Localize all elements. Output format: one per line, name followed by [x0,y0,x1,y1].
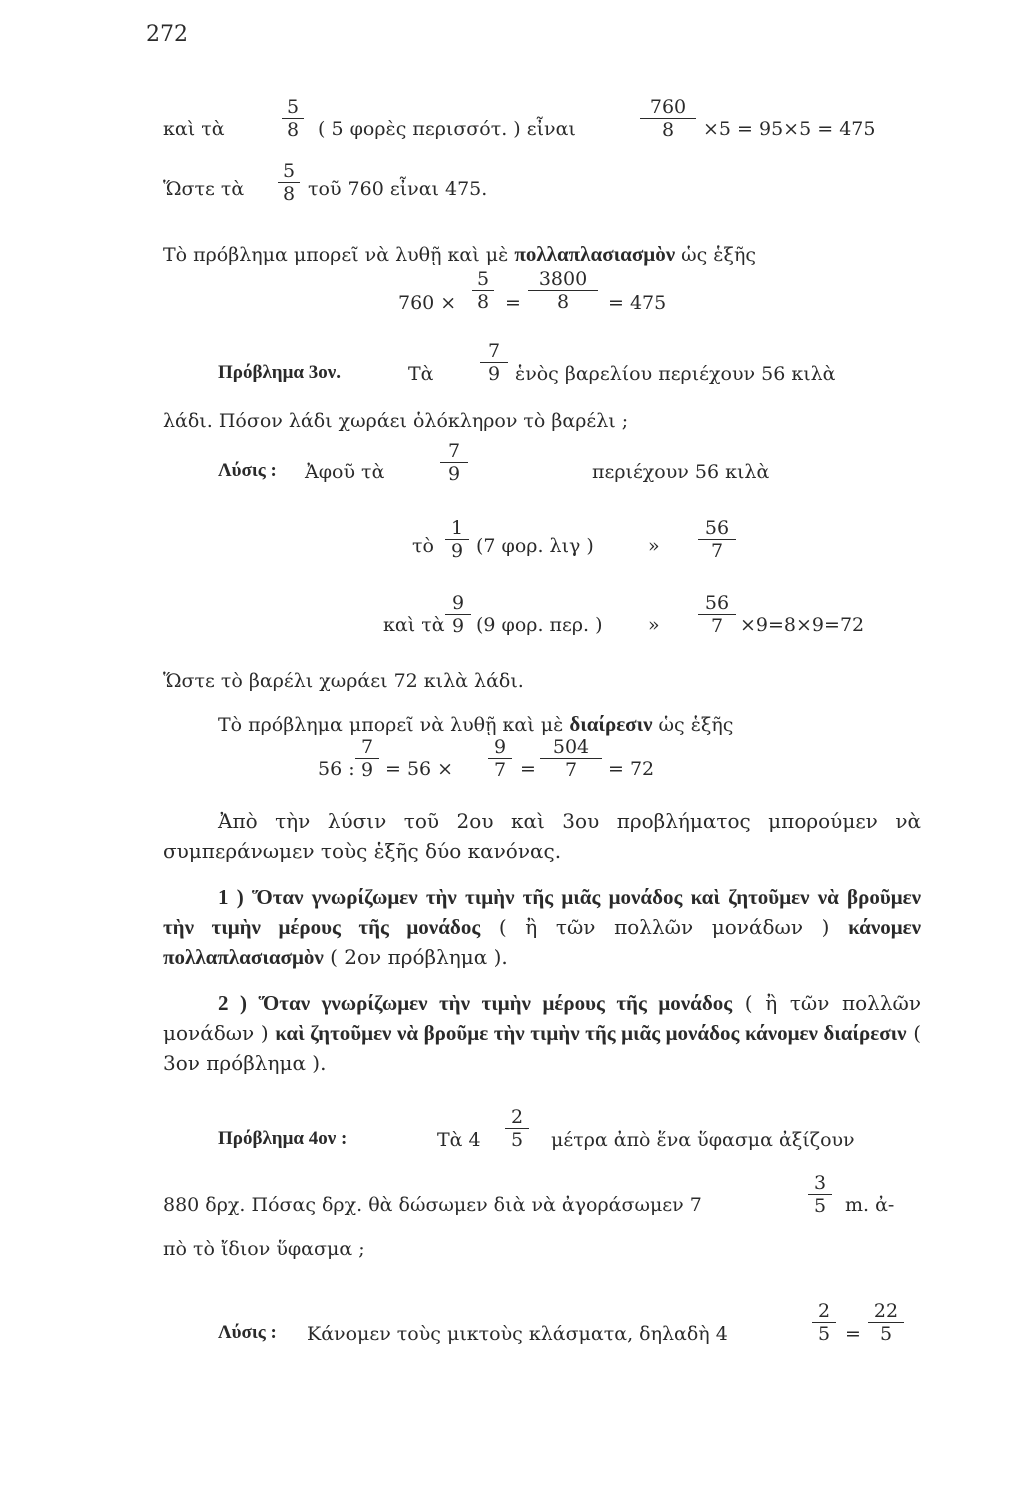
fraction [355,736,379,781]
denominator: 8 [556,291,570,313]
alt-tail: ὡς ἑξῆς [658,714,734,736]
numerator: 7 [480,340,508,363]
problem-3-text: ἑνὸς βαρελίου περιέχουν 56 κιλὰ [515,363,836,385]
rule-2-action: καὶ ζητοῦμεν νὰ βροῦμε τὴν τιμὴν τῆς μιᾶς μονάδος κάνομεν διαίρεσιν [275,1021,907,1045]
numerator: 56 [698,592,736,615]
denominator: 7 [493,759,507,781]
numerator: 3800 [528,268,598,291]
denominator: 5 [813,1195,827,1217]
fraction [698,517,736,562]
line-3-tail: ὡς ἑξῆς [681,244,756,266]
numerator: 5 [282,96,304,119]
solution-3-alt [218,712,733,737]
rule-1 [163,882,921,972]
solution-3c-paren: (9 φορ. περ. ) [476,614,603,636]
fraction [472,268,494,313]
denominator: 8 [476,291,490,313]
problem-4-text: μέτρα ἀπὸ ἕνα ὕφασμα ἀξίζουν [551,1129,855,1151]
equation-a: 56 : [318,758,355,780]
denominator: 9 [450,540,464,562]
numerator: 760 [640,96,696,119]
denominator: 8 [286,119,300,141]
denominator: 8 [282,183,296,205]
equation-result: = 475 [608,292,667,314]
rules-intro: Ἀπὸ τὴν λύσιν τοῦ 2ου καὶ 3ου προβλήματος μπορούμεν νὰ συμπεράνωμεν τοὺς ἑξῆς δύο κανόνας. [163,809,921,863]
numerator: 5 [278,160,300,183]
denominator: 7 [710,615,724,637]
line-2-tail: τοῦ 760 εἶναι 475. [308,178,488,200]
numerator: 7 [440,440,468,463]
equation-a: 760 × [398,292,457,314]
numerator: 22 [868,1300,904,1323]
fraction [445,592,471,637]
fraction [480,340,508,385]
ditto-mark: » [648,614,660,636]
solution-label: Λύσις : [218,1322,277,1343]
numerator: 1 [445,517,469,540]
problem-4-line-2-tail: m. ἀ- [845,1194,895,1216]
equation-b: = 56 × [385,758,454,780]
solution-3b-pre: τὸ [412,535,434,557]
fraction [540,736,602,781]
numerator: 9 [488,736,512,759]
page-number: 272 [146,22,188,47]
rule-1-paren: ( ἢ τῶν πολλῶν μονάδων ) [498,915,830,939]
fraction [440,440,468,485]
rule-2 [163,988,921,1078]
denominator: 8 [661,119,675,141]
equals: = [845,1323,861,1345]
solution-3-text: περιέχουν 56 κιλὰ [592,461,770,483]
problem-4-line-3: πὸ τὸ ἴδιον ὕφασμα ; [163,1238,365,1260]
denominator: 5 [510,1129,524,1151]
fraction [868,1300,904,1345]
denominator: 7 [710,540,724,562]
fraction [808,1172,832,1217]
numerator: 5 [472,268,494,291]
denominator: 5 [817,1323,831,1345]
solution-3c-pre: καὶ τὰ [383,614,445,636]
fraction [812,1300,836,1345]
line-1-prefix: καὶ τὰ [163,118,225,140]
fraction [528,268,598,313]
line-3-text: Τὸ πρόβλημα μπορεῖ νὰ λυθῇ καὶ μὲ [163,244,509,266]
line-1-paren: ( 5 φορὲς περισσότ. ) εἶναι [318,118,576,140]
rule-1-action: κάνομεν πολλαπλασιασμὸν [163,915,922,969]
equation-result: = 72 [608,758,655,780]
denominator: 9 [451,615,465,637]
fraction [640,96,696,141]
rule-1-ref: ( 2ον πρόβλημα ). [330,945,508,969]
bold-term: διαίρεσιν [569,712,653,736]
rule-1-bold: 1 ) Ὅταν γνωρίζωμεν τὴν τιμὴν τῆς μιᾶς μονάδος καὶ ζητοῦμεν νὰ βροῦμεν τὴν τιμὴν μέρους τῆς μονάδος [163,885,921,939]
rule-2-ref: ( 3ον πρόβλημα ). [163,1021,922,1075]
solution-3c-tail: ×9=8×9=72 [740,614,865,636]
numerator: 2 [812,1300,836,1323]
fraction [505,1106,529,1151]
rule-2-bold: 2 ) Ὅταν γνωρίζωμεν τὴν τιμὴν μέρους τῆς μονάδος [218,991,733,1015]
problem-3-title: Πρόβλημα 3ον. [218,362,341,383]
solution-4-text: Κάνομεν τοὺς μικτοὺς κλάσματα, δηλαδὴ 4 [307,1323,728,1345]
numerator: 7 [355,736,379,759]
denominator: 9 [360,759,374,781]
ditto-mark: » [648,535,660,557]
equals: = [520,758,536,780]
line-3 [163,242,756,267]
fraction [698,592,736,637]
fraction [278,160,300,205]
problem-4-line-2: 880 δρχ. Πόσας δρχ. θὰ δώσωμεν διὰ νὰ ἀγοράσωμεν 7 [163,1194,702,1216]
solution-3b-paren: (7 φορ. λιγ ) [476,535,594,557]
problem-4-pre: Τὰ 4 [437,1129,481,1151]
numerator: 3 [808,1172,832,1195]
problem-3-pre: Τὰ [408,363,434,385]
fraction [488,736,512,781]
line-2-prefix: Ὥστε τὰ [163,178,245,200]
denominator: 9 [447,463,461,485]
problem-3-line-2: λάδι. Πόσον λάδι χωράει ὁλόκληρον τὸ βαρέλι ; [163,410,629,432]
solution-label: Λύσις : [218,460,277,481]
fraction [282,96,304,141]
numerator: 2 [505,1106,529,1129]
alt-text: Τὸ πρόβλημα μπορεῖ νὰ λυθῇ καὶ μὲ [218,714,564,736]
denominator: 7 [564,759,578,781]
problem-4-title: Πρόβλημα 4ον : [218,1128,348,1149]
equals: = [505,292,521,314]
denominator: 9 [487,363,501,385]
numerator: 9 [445,592,471,615]
rule-2-paren: ( ἢ τῶν πολλῶν μονάδων ) [163,991,921,1045]
solution-3-conclusion: Ὥστε τὸ βαρέλι χωράει 72 κιλὰ λάδι. [163,670,524,692]
numerator: 56 [698,517,736,540]
numerator: 504 [540,736,602,759]
solution-3-pre: Ἀφοῦ τὰ [305,461,385,483]
denominator: 5 [879,1323,893,1345]
bold-term: πολλαπλασιασμὸν [514,242,676,266]
fraction [445,517,469,562]
line-1-tail: ×5 = 95×5 = 475 [703,118,876,140]
